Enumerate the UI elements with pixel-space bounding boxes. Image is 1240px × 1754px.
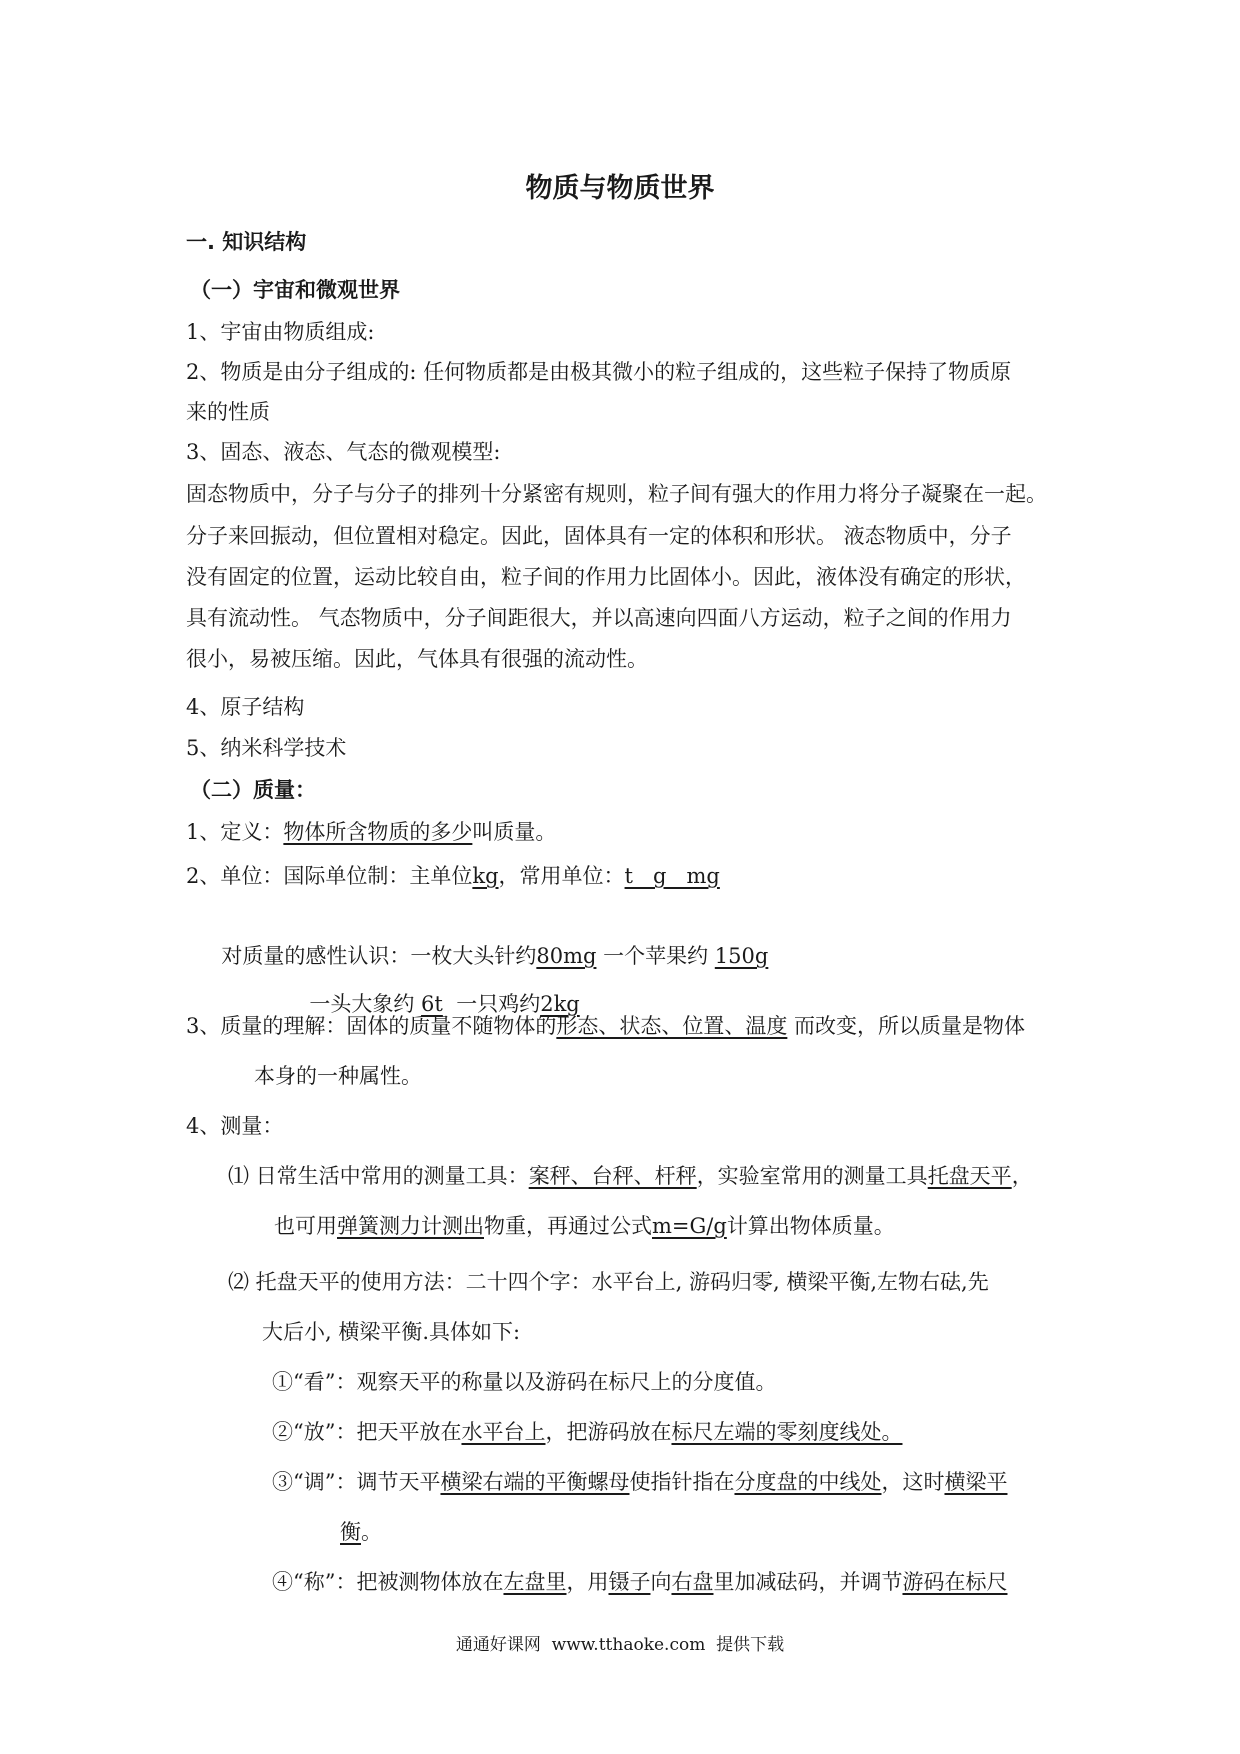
place-mid: ，把游码放在 [545,1420,672,1444]
adjust-mid2: ，这时 [881,1470,945,1494]
formula-suffix: 计算出物体质量。 [726,1214,895,1238]
paragraph-line: 很小，易被压缩。因此，气体具有很强的流动性。 [186,647,648,671]
page-footer: 通通好课网 www.tthaoke.com 提供下载 [455,1635,785,1655]
understanding-continuation: 本身的一种属性。 [254,1064,422,1088]
place-zero: 标尺左端的零刻度线处。 [671,1420,903,1444]
chicken-mass: 2kg [540,992,580,1016]
unit-line [186,862,720,890]
unit-mid: ，常用单位： [498,864,625,888]
adjust-balance-end: 衡 [340,1520,361,1544]
list-item: 1、宇宙由物质组成: [186,320,375,344]
weigh-left-pan: 左盘里 [503,1570,567,1594]
mass-formula: m=G/g [652,1214,727,1238]
perception-line-2 [296,962,580,1018]
lab-tool: 托盘天平 [927,1164,1012,1188]
definition-underlined: 物体所含物质的多少 [283,820,473,844]
adjust-balance: 横梁平 [944,1470,1008,1494]
adjust-label: ③“调”：调节天平 [272,1470,441,1494]
step-weigh [272,1568,1007,1596]
adjust-nut: 横梁右端的平衡螺母 [440,1470,630,1494]
understanding-underlined: 形态、状态、位置、温度 [556,1014,788,1038]
tools-end: ， [1011,1164,1033,1188]
definition-label: 1、定义： [186,820,284,844]
tools-label: ⑴ 日常生活中常用的测量工具： [228,1164,529,1188]
place-label: ②“放”：把天平放在 [272,1420,462,1444]
elephant-mass: 6t [421,992,443,1016]
perception-label: 对质量的感性认识：一枚大头针约 [221,944,537,968]
balance-usage-line: ⑵ 托盘天平的使用方法：二十四个字：水平台上, 游码归零, 横梁平衡,左物右砝,先 [228,1270,989,1294]
paragraph-line: 具有流动性。 气态物质中，分子间距很大，并以高速向四面八方运动，粒子之间的作用力 [186,606,1012,630]
unit-main: kg [472,864,499,888]
list-item-continuation: 来的性质 [186,400,270,424]
spring-label: 也可用 [274,1214,337,1238]
subsection-universe: （一）宇宙和微观世界 [190,278,400,302]
perception-mid: 一个苹果约 [596,944,715,968]
weigh-tweezers: 镊子 [608,1570,651,1594]
page-title: 物质与物质世界 [525,173,715,204]
elephant-label: 一头大象约 [309,992,422,1016]
weigh-mid: ，用 [566,1570,609,1594]
definition-line [186,818,556,846]
weigh-right-pan: 右盘 [671,1570,714,1594]
list-item: 2、物质是由分子组成的: 任何物质都是由极其微小的粒子组成的，这些粒子保持了物质原 [186,360,1012,384]
weigh-mid2: 向 [650,1570,672,1594]
definition-suffix: 叫质量。 [472,820,557,844]
subsection-mass: （二）质量： [190,778,316,802]
step-place [272,1418,902,1446]
adjust-mid: 使指针指在 [629,1470,735,1494]
unit-label: 2、单位：国际单位制：主单位 [186,864,473,888]
tools-mid: ，实验室常用的测量工具 [696,1164,928,1188]
weigh-rider: 游码在标尺 [902,1570,1008,1594]
paragraph-line: 固态物质中，分子与分子的排列十分紧密有规则，粒子间有强大的作用力将分子凝聚在一起。 [186,482,1047,506]
paragraph-line: 分子来回振动，但位置相对稳定。因此，固体具有一定的体积和形状。 液态物质中，分子 [186,524,1012,548]
understanding-line [186,1012,1025,1040]
pin-mass: 80mg [536,944,597,968]
spring-scale: 弹簧测力计测出 [337,1214,484,1238]
understanding-label: 3、质量的理解：固体的质量不随物体的 [186,1014,557,1038]
measure-tools-line-2 [274,1212,895,1240]
step-adjust-continuation [340,1518,382,1546]
balance-usage-continuation: 大后小, 横梁平衡.具体如下: [262,1320,521,1344]
weigh-mid3: 里加减砝码，并调节 [713,1570,903,1594]
step-look: ①“看”：观察天平的称量以及游码在标尺上的分度值。 [272,1370,777,1394]
place-level: 水平台上 [461,1420,546,1444]
daily-tools: 案秤、台秤、杆秤 [528,1164,697,1188]
understanding-suffix: 而改变，所以质量是物体 [787,1014,1026,1038]
measure-heading: 4、测量： [186,1114,284,1138]
apple-mass: 150g [714,944,769,968]
adjust-center: 分度盘的中线处 [734,1470,882,1494]
weigh-label: ④“称”：把被测物体放在 [272,1570,504,1594]
measure-tools-line [228,1162,1033,1190]
list-item: 4、原子结构 [186,695,305,719]
list-item: 5、纳米科学技术 [186,736,347,760]
formula-label: 物重，再通过公式 [484,1214,652,1238]
chicken-label: 一只鸡约 [442,992,541,1016]
adjust-end: 。 [361,1520,382,1544]
paragraph-line: 没有固定的位置，运动比较自由，粒子间的作用力比固体小。因此，液体没有确定的形状， [186,565,1026,589]
step-adjust [272,1468,1007,1496]
unit-common: t g mg [624,864,720,888]
list-item: 3、固态、液态、气态的微观模型: [186,440,501,464]
section-heading-knowledge: 一. 知识结构 [186,230,307,254]
